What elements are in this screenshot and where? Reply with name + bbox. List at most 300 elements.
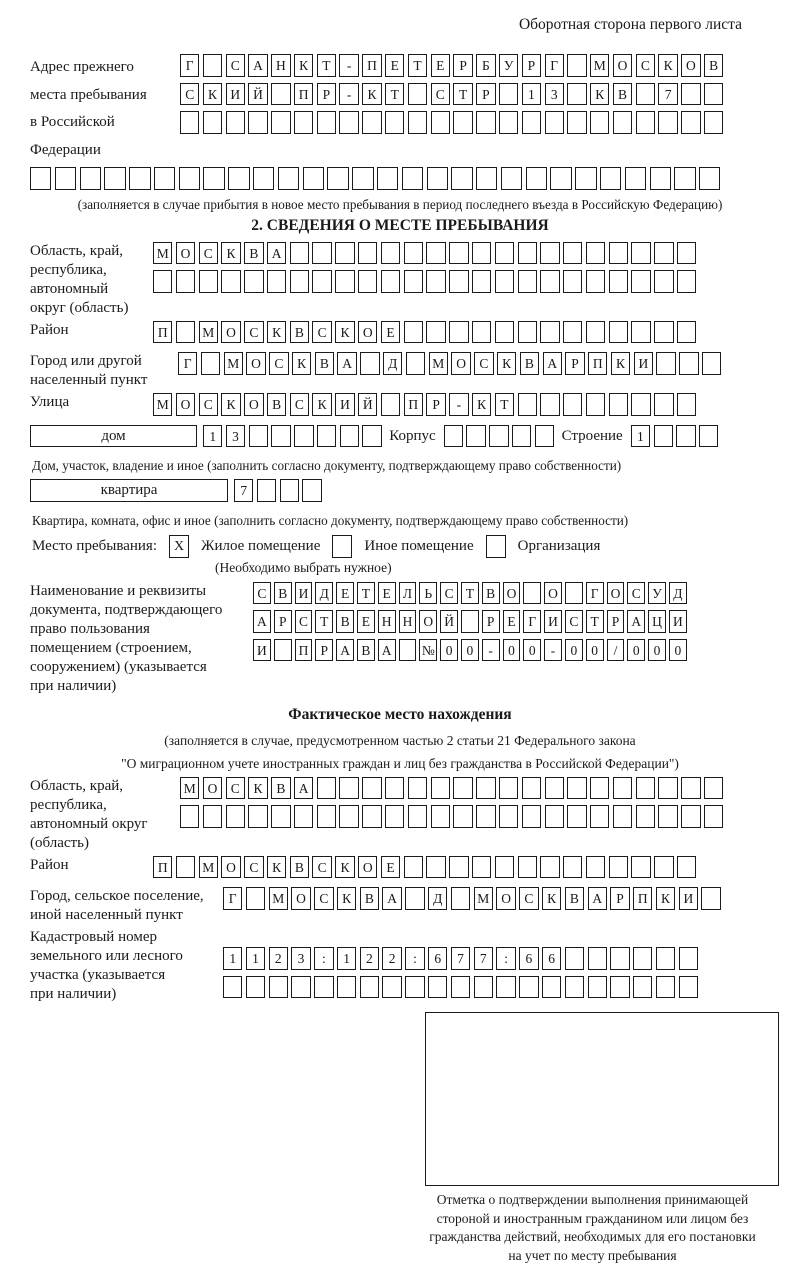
char-box[interactable] [677, 242, 696, 265]
char-box[interactable] [495, 321, 514, 344]
char-box[interactable] [385, 111, 404, 134]
char-box[interactable] [654, 856, 673, 879]
char-box[interactable] [658, 777, 677, 800]
char-box[interactable]: В [613, 83, 632, 106]
char-box[interactable]: : [405, 947, 424, 970]
char-box[interactable]: О [221, 856, 240, 879]
char-box[interactable] [658, 111, 677, 134]
char-box[interactable]: М [429, 352, 448, 375]
char-box[interactable]: И [226, 83, 245, 106]
char-box[interactable] [633, 976, 652, 999]
char-box[interactable] [377, 167, 398, 190]
char-box[interactable] [610, 976, 629, 999]
char-box[interactable]: П [294, 83, 313, 106]
char-box[interactable] [381, 393, 400, 416]
char-box[interactable]: В [565, 887, 584, 910]
char-box[interactable] [677, 321, 696, 344]
char-box[interactable] [654, 321, 673, 344]
char-box[interactable]: В [704, 54, 723, 77]
char-box[interactable]: 6 [428, 947, 447, 970]
char-box[interactable] [339, 111, 358, 134]
char-box[interactable]: А [253, 610, 271, 633]
char-box[interactable]: У [499, 54, 518, 77]
char-box[interactable] [312, 242, 331, 265]
char-box[interactable] [540, 270, 559, 293]
char-box[interactable]: К [221, 393, 240, 416]
char-box[interactable] [542, 976, 561, 999]
char-box[interactable]: / [607, 639, 625, 662]
char-box[interactable] [681, 777, 700, 800]
char-box[interactable]: И [253, 639, 271, 662]
char-box[interactable]: С [244, 321, 263, 344]
char-box[interactable] [176, 856, 195, 879]
char-box[interactable]: К [221, 242, 240, 265]
char-box[interactable] [317, 111, 336, 134]
char-box[interactable]: К [658, 54, 677, 77]
char-box[interactable]: С [636, 54, 655, 77]
char-box[interactable]: К [203, 83, 222, 106]
char-box[interactable]: С [627, 582, 645, 605]
char-box[interactable] [679, 352, 698, 375]
dom-type-box[interactable]: дом [30, 425, 197, 448]
checkbox-inoe[interactable] [332, 535, 352, 558]
char-box[interactable] [631, 393, 650, 416]
char-box[interactable] [613, 777, 632, 800]
char-box[interactable]: 1 [337, 947, 356, 970]
char-box[interactable] [451, 887, 470, 910]
char-box[interactable] [267, 270, 286, 293]
char-box[interactable] [609, 321, 628, 344]
char-box[interactable]: О [176, 393, 195, 416]
char-box[interactable] [499, 111, 518, 134]
char-box[interactable] [408, 805, 427, 828]
char-box[interactable]: С [226, 54, 245, 77]
char-box[interactable] [246, 887, 265, 910]
char-box[interactable]: Д [669, 582, 687, 605]
char-box[interactable]: С [244, 856, 263, 879]
char-box[interactable] [656, 947, 675, 970]
char-box[interactable] [609, 393, 628, 416]
char-box[interactable]: М [224, 352, 243, 375]
char-box[interactable]: В [357, 639, 375, 662]
char-box[interactable]: М [180, 777, 199, 800]
char-box[interactable] [567, 805, 586, 828]
char-box[interactable] [271, 805, 290, 828]
char-box[interactable]: К [362, 83, 381, 106]
char-box[interactable] [362, 805, 381, 828]
char-box[interactable]: Р [565, 352, 584, 375]
char-box[interactable] [499, 805, 518, 828]
char-box[interactable]: Т [586, 610, 604, 633]
char-box[interactable] [431, 805, 450, 828]
char-box[interactable] [408, 111, 427, 134]
char-box[interactable] [358, 270, 377, 293]
char-box[interactable]: О [176, 242, 195, 265]
char-box[interactable]: 0 [461, 639, 479, 662]
char-box[interactable]: 6 [519, 947, 538, 970]
char-box[interactable] [408, 777, 427, 800]
char-box[interactable]: К [337, 887, 356, 910]
char-box[interactable] [567, 777, 586, 800]
char-box[interactable] [404, 856, 423, 879]
char-box[interactable] [360, 976, 379, 999]
char-box[interactable] [104, 167, 125, 190]
char-box[interactable]: А [378, 639, 396, 662]
char-box[interactable]: К [542, 887, 561, 910]
char-box[interactable] [362, 111, 381, 134]
char-box[interactable]: 3 [545, 83, 564, 106]
char-box[interactable]: О [607, 582, 625, 605]
char-box[interactable] [518, 856, 537, 879]
char-box[interactable] [340, 425, 359, 448]
char-box[interactable]: Г [180, 54, 199, 77]
char-box[interactable] [565, 582, 583, 605]
char-box[interactable]: К [248, 777, 267, 800]
char-box[interactable]: С [474, 352, 493, 375]
char-box[interactable] [381, 242, 400, 265]
char-box[interactable] [588, 976, 607, 999]
char-box[interactable] [203, 167, 224, 190]
char-box[interactable]: Н [378, 610, 396, 633]
char-box[interactable]: Д [315, 582, 333, 605]
char-box[interactable] [466, 425, 485, 448]
char-box[interactable]: № [419, 639, 437, 662]
char-box[interactable]: Г [178, 352, 197, 375]
char-box[interactable]: В [290, 856, 309, 879]
char-box[interactable] [278, 167, 299, 190]
char-box[interactable] [613, 111, 632, 134]
char-box[interactable]: П [153, 856, 172, 879]
char-box[interactable] [55, 167, 76, 190]
char-box[interactable]: О [419, 610, 437, 633]
char-box[interactable] [677, 393, 696, 416]
char-box[interactable] [453, 777, 472, 800]
char-box[interactable] [449, 856, 468, 879]
char-box[interactable]: О [613, 54, 632, 77]
char-box[interactable]: Й [358, 393, 377, 416]
char-box[interactable]: Г [223, 887, 242, 910]
char-box[interactable] [294, 805, 313, 828]
char-box[interactable] [575, 167, 596, 190]
char-box[interactable] [656, 976, 675, 999]
char-box[interactable]: 0 [669, 639, 687, 662]
char-box[interactable] [271, 425, 290, 448]
char-box[interactable]: М [474, 887, 493, 910]
char-box[interactable]: С [565, 610, 583, 633]
char-box[interactable]: И [544, 610, 562, 633]
char-box[interactable] [476, 805, 495, 828]
char-box[interactable]: Р [274, 610, 292, 633]
char-box[interactable]: О [451, 352, 470, 375]
char-box[interactable] [679, 947, 698, 970]
char-box[interactable] [303, 167, 324, 190]
char-box[interactable]: И [295, 582, 313, 605]
char-box[interactable] [609, 856, 628, 879]
char-box[interactable]: С [199, 242, 218, 265]
char-box[interactable] [317, 777, 336, 800]
char-box[interactable]: Е [381, 321, 400, 344]
char-box[interactable]: С [431, 83, 450, 106]
char-box[interactable] [382, 976, 401, 999]
char-box[interactable]: В [274, 582, 292, 605]
char-box[interactable] [257, 479, 276, 502]
char-box[interactable] [274, 639, 292, 662]
char-box[interactable] [317, 425, 336, 448]
char-box[interactable]: Р [426, 393, 445, 416]
char-box[interactable] [461, 610, 479, 633]
char-box[interactable]: С [440, 582, 458, 605]
char-box[interactable]: С [199, 393, 218, 416]
char-box[interactable] [567, 83, 586, 106]
char-box[interactable]: К [472, 393, 491, 416]
char-box[interactable] [518, 242, 537, 265]
char-box[interactable]: Е [503, 610, 521, 633]
char-box[interactable]: И [634, 352, 653, 375]
char-box[interactable] [540, 242, 559, 265]
char-box[interactable] [588, 947, 607, 970]
char-box[interactable]: В [482, 582, 500, 605]
char-box[interactable] [586, 321, 605, 344]
char-box[interactable]: К [267, 321, 286, 344]
char-box[interactable]: А [294, 777, 313, 800]
char-box[interactable]: Р [607, 610, 625, 633]
char-box[interactable] [540, 393, 559, 416]
char-box[interactable] [489, 425, 508, 448]
char-box[interactable] [704, 83, 723, 106]
char-box[interactable] [426, 242, 445, 265]
char-box[interactable] [180, 805, 199, 828]
char-box[interactable] [253, 167, 274, 190]
char-box[interactable] [567, 54, 586, 77]
char-box[interactable] [636, 111, 655, 134]
char-box[interactable] [681, 805, 700, 828]
char-box[interactable]: В [267, 393, 286, 416]
char-box[interactable] [246, 976, 265, 999]
char-box[interactable]: О [358, 321, 377, 344]
char-box[interactable]: 1 [246, 947, 265, 970]
char-box[interactable]: С [226, 777, 245, 800]
char-box[interactable] [352, 167, 373, 190]
char-box[interactable]: 1 [522, 83, 541, 106]
char-box[interactable] [312, 270, 331, 293]
char-box[interactable]: Г [586, 582, 604, 605]
char-box[interactable]: 0 [523, 639, 541, 662]
char-box[interactable] [451, 167, 472, 190]
char-box[interactable]: С [295, 610, 313, 633]
char-box[interactable] [337, 976, 356, 999]
char-box[interactable]: В [336, 610, 354, 633]
char-box[interactable] [339, 777, 358, 800]
char-box[interactable]: М [590, 54, 609, 77]
char-box[interactable] [565, 947, 584, 970]
char-box[interactable]: Р [482, 610, 500, 633]
char-box[interactable]: 0 [586, 639, 604, 662]
char-box[interactable] [656, 352, 675, 375]
char-box[interactable] [228, 167, 249, 190]
char-box[interactable] [472, 242, 491, 265]
char-box[interactable]: П [295, 639, 313, 662]
char-box[interactable] [565, 976, 584, 999]
char-box[interactable] [339, 805, 358, 828]
char-box[interactable]: 2 [360, 947, 379, 970]
char-box[interactable]: 2 [382, 947, 401, 970]
char-box[interactable] [563, 856, 582, 879]
char-box[interactable] [426, 270, 445, 293]
char-box[interactable]: С [312, 856, 331, 879]
char-box[interactable] [631, 270, 650, 293]
char-box[interactable]: П [588, 352, 607, 375]
char-box[interactable]: 1 [223, 947, 242, 970]
char-box[interactable]: Е [378, 582, 396, 605]
char-box[interactable] [271, 83, 290, 106]
char-box[interactable] [677, 856, 696, 879]
char-box[interactable]: В [290, 321, 309, 344]
char-box[interactable]: В [520, 352, 539, 375]
char-box[interactable] [154, 167, 175, 190]
char-box[interactable] [654, 270, 673, 293]
char-box[interactable] [681, 83, 700, 106]
char-box[interactable]: О [681, 54, 700, 77]
char-box[interactable] [451, 976, 470, 999]
char-box[interactable]: К [312, 393, 331, 416]
char-box[interactable] [677, 270, 696, 293]
char-box[interactable] [249, 425, 268, 448]
char-box[interactable] [522, 805, 541, 828]
char-box[interactable] [226, 805, 245, 828]
char-box[interactable]: 1 [203, 425, 222, 448]
char-box[interactable]: 3 [291, 947, 310, 970]
char-box[interactable]: В [315, 352, 334, 375]
char-box[interactable] [248, 805, 267, 828]
char-box[interactable] [223, 976, 242, 999]
char-box[interactable]: В [360, 887, 379, 910]
char-box[interactable] [567, 111, 586, 134]
char-box[interactable] [699, 425, 718, 448]
char-box[interactable]: О [503, 582, 521, 605]
char-box[interactable] [563, 242, 582, 265]
char-box[interactable] [535, 425, 554, 448]
char-box[interactable] [519, 976, 538, 999]
char-box[interactable] [563, 393, 582, 416]
char-box[interactable] [317, 805, 336, 828]
char-box[interactable] [702, 352, 721, 375]
char-box[interactable] [294, 111, 313, 134]
char-box[interactable] [476, 777, 495, 800]
char-box[interactable]: 0 [440, 639, 458, 662]
char-box[interactable] [545, 777, 564, 800]
char-box[interactable] [399, 639, 417, 662]
char-box[interactable] [631, 856, 650, 879]
char-box[interactable] [636, 777, 655, 800]
char-box[interactable] [129, 167, 150, 190]
char-box[interactable] [290, 270, 309, 293]
char-box[interactable]: У [648, 582, 666, 605]
char-box[interactable]: - [339, 54, 358, 77]
char-box[interactable] [244, 270, 263, 293]
char-box[interactable]: Т [461, 582, 479, 605]
char-box[interactable]: А [543, 352, 562, 375]
char-box[interactable]: Е [385, 54, 404, 77]
char-box[interactable]: Л [399, 582, 417, 605]
char-box[interactable] [406, 352, 425, 375]
char-box[interactable] [518, 321, 537, 344]
char-box[interactable] [512, 425, 531, 448]
char-box[interactable] [590, 777, 609, 800]
char-box[interactable]: Е [431, 54, 450, 77]
char-box[interactable]: В [271, 777, 290, 800]
char-box[interactable]: Й [248, 83, 267, 106]
char-box[interactable]: И [335, 393, 354, 416]
char-box[interactable] [586, 242, 605, 265]
char-box[interactable] [499, 83, 518, 106]
char-box[interactable] [426, 856, 445, 879]
char-box[interactable] [563, 321, 582, 344]
char-box[interactable]: И [669, 610, 687, 633]
char-box[interactable]: : [314, 947, 333, 970]
char-box[interactable]: С [314, 887, 333, 910]
char-box[interactable] [704, 805, 723, 828]
char-box[interactable]: Т [317, 54, 336, 77]
char-box[interactable]: С [519, 887, 538, 910]
char-box[interactable] [518, 393, 537, 416]
char-box[interactable]: С [180, 83, 199, 106]
char-box[interactable]: Ь [419, 582, 437, 605]
char-box[interactable] [199, 270, 218, 293]
char-box[interactable] [404, 242, 423, 265]
char-box[interactable] [636, 805, 655, 828]
char-box[interactable] [701, 887, 720, 910]
char-box[interactable] [402, 167, 423, 190]
char-box[interactable] [636, 83, 655, 106]
char-box[interactable] [176, 270, 195, 293]
char-box[interactable] [472, 321, 491, 344]
char-box[interactable]: К [656, 887, 675, 910]
char-box[interactable] [327, 167, 348, 190]
char-box[interactable] [428, 976, 447, 999]
char-box[interactable] [280, 479, 299, 502]
char-box[interactable]: К [497, 352, 516, 375]
char-box[interactable]: Д [428, 887, 447, 910]
char-box[interactable]: Т [315, 610, 333, 633]
char-box[interactable]: И [679, 887, 698, 910]
char-box[interactable]: К [590, 83, 609, 106]
char-box[interactable]: К [335, 856, 354, 879]
char-box[interactable]: О [544, 582, 562, 605]
char-box[interactable] [676, 425, 695, 448]
char-box[interactable] [704, 111, 723, 134]
char-box[interactable] [654, 242, 673, 265]
char-box[interactable] [610, 947, 629, 970]
char-box[interactable]: А [267, 242, 286, 265]
char-box[interactable] [427, 167, 448, 190]
char-box[interactable] [540, 856, 559, 879]
char-box[interactable]: Г [523, 610, 541, 633]
char-box[interactable] [704, 777, 723, 800]
char-box[interactable]: К [294, 54, 313, 77]
char-box[interactable]: М [153, 393, 172, 416]
char-box[interactable] [248, 111, 267, 134]
char-box[interactable]: Т [357, 582, 375, 605]
char-box[interactable]: : [496, 947, 515, 970]
char-box[interactable] [518, 270, 537, 293]
char-box[interactable] [426, 321, 445, 344]
char-box[interactable]: 7 [451, 947, 470, 970]
char-box[interactable] [385, 805, 404, 828]
char-box[interactable]: А [248, 54, 267, 77]
char-box[interactable]: - [449, 393, 468, 416]
char-box[interactable]: 0 [503, 639, 521, 662]
char-box[interactable]: 6 [542, 947, 561, 970]
